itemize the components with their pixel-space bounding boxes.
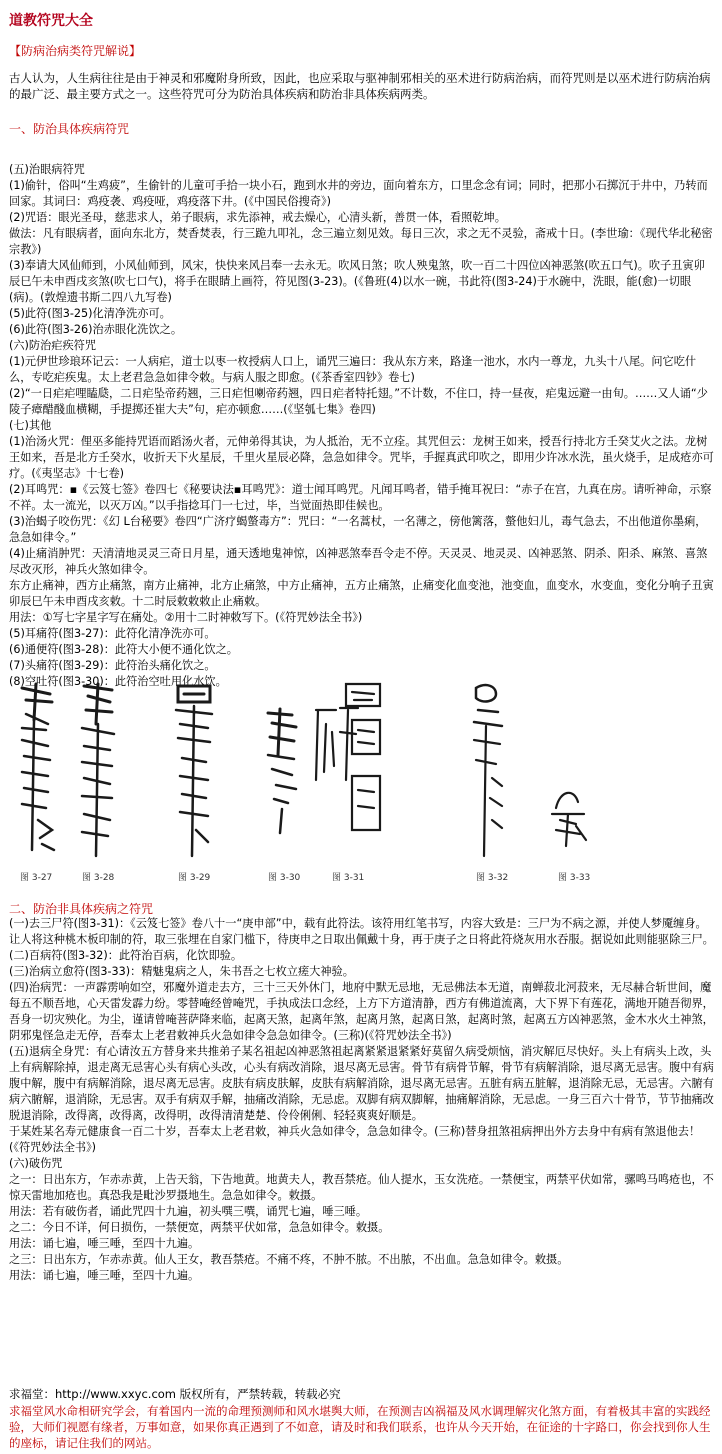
talisman-figure [462,680,510,860]
paragraph: (五)退病全身咒：有心请汝五方替身来共推弟子某名祖起凶神恶煞祖起离紧紧退紧紧好莫留久病受烦恼，消灾解厄尽快好。头上有病头上改，头上有病解除掉，退走离无忌害心头有病心头改，心头有病改消除，退尽离无忌害。骨节有病骨节解，骨节有病解消除，退尽离无忌害。腹中有病腹中解，腹中有病解消除，退尽离无忌害。皮肤有病皮肤解，皮肤有病解消除，退尽离无忌害。五脏有病五脏解，退消除无忌，无忌害。六腑有病六腑解，退消除，无忌害。双手有病双手解，抽痛改消除，无忌虑。双脚有病双脚解，抽痛解消除，无忌虑。一身三百六十骨节，节节抽痛改脱退消除，改得离，改得离，改得明，改得清清楚楚、伶伶俐俐、轻轻爽爽好顺是。 [9,1045,714,1122]
paragraph: 用法：①写七字星字写在痛处。②用十二时神敕写下。(《符咒妙法全书》) [9,611,363,624]
paragraph: (六)破伤咒 [9,1157,63,1170]
talisman-figure [312,680,384,860]
talisman-figure [12,680,62,860]
paragraph: (6)此符(图3-26)治赤眼化洗饮之。 [9,323,183,336]
page-subtitle: 【防病治病类符咒解说】 [9,44,142,58]
section-1-body [9,162,715,690]
paragraph: 之二：今日不详，何日损伤，一禁便宽，两禁平伏如常，急急如律令。敕摄。 [9,1221,390,1234]
paragraph: (四)治病咒：一声霹雳响如空，邪魔外道走去方，三十三天外休门，地府中默无忌地，无忌佛法本无道，南蝉菽北河菽来，无尽赫合斩世间，魔每五不顺吾地，心天雷发霹力纷。零替唵经曾唵咒，手执成法口念经，上方下方道清静，西方有佛道流离，大下界下有莲花，满地开随吾彻界，吾身一切灾殃化。为尘，谨请曾唵菩萨降来临，起离天煞，起离年煞，起离月煞，起离日煞，起离时煞，起离五方凶神恶煞，金木水火土神煞，阴邪鬼怪急走无停，吾奉太上老君敕神兵火急如律令急急如律令。(三称)(《符咒妙法全书》) [9,981,714,1042]
talisman-figure [72,680,124,860]
paragraph: 用法：若有破伤者，诵此咒四十九遍，初头噀三噀，诵咒七遍，唾三唾。 [9,1205,368,1218]
figure-caption: 图 3-30 [268,873,301,883]
talisman-figures [0,680,722,890]
paragraph: (8)空吐符(图3-30)：此符治空吐用化水饮。 [9,675,227,688]
paragraph: (1)治汤火咒：俚巫多能持咒语而蹈汤火者，元伸弟得其诀，为人抵治，无不立痊。其咒但云：龙树王如来，授吾行持北方壬癸艾火之法。龙树王如来，吾是北方壬癸水，收折天下火星辰，千里火星辰必降，急急如律令。咒毕，手握真武印吹之，即用少许冰水洗，虽火烧手，足成疮亦可疗。(《夷坚志》十七卷) [9,435,714,480]
paragraph: (三)治病立愈符(图3-33)：精魅鬼病之人，朱书吾之七枚立瘥大神验。 [9,965,354,978]
paragraph: (2)耳鸣咒：▪《云笈七签》卷四七《秘要诀法▪耳鸣咒》：道士闻耳鸣咒。凡闻耳鸣者，错手掩耳祝曰：“赤子在宫，九真在房。请听神命，示察不祥。太一流光，以灭万凶。”以手指捻耳门一七过，毕，当觉面热即佳候也。 [9,483,712,512]
paragraph: (2)咒语：眼光圣母，慈悲求人，弟子眼病，求先添神，戒去燥心，心清头新，善贯一体，看照乾坤。 [9,211,506,224]
section-2-body [9,916,715,1284]
paragraph: (7)头痛符(图3-29)：此符治头痛化饮之。 [9,659,216,672]
paragraph: 用法：诵七遍，唾三唾，至四十九遍。 [9,1237,200,1250]
talisman-figure [168,680,220,860]
paragraph: (五)治眼病符咒 [9,163,85,176]
figure-caption: 图 3-32 [476,873,509,883]
paragraph: (六)防治疟疾符咒 [9,339,97,352]
paragraph: (6)通便符(图3-28)：此符大小便不通化饮之。 [9,643,238,656]
paragraph: (七)其他 [9,419,52,432]
section-heading-2: 二、防治非具体疾病之符咒 [9,902,154,916]
paragraph: (2)“一日疟疟哩瞌瓞，二日疟坠帝药翘，三日疟怛喇帝药翘，四日疟者特托翅。”不计数，不住口，持一昼夜，疟鬼远避一由旬。……又人诵“少陵子瘴醋醆血横糊，手提掷还崔大夫”句，疟亦顿愈……(《坚瓠七集》卷四) [9,387,708,416]
figure-caption: 图 3-33 [558,873,591,883]
section-heading-1: 一、防治具体疾病符咒 [9,122,130,136]
intro-paragraph: 古人认为，人生病往往是由于神灵和邪魔附身所致，因此，也应采取与驱神制邪相关的巫术进行防病治病，而符咒则是以巫术进行防病治病的最广泛、最主要方式之一。这些符咒可分为防治具体疾病和防治非具体疾病两类。 [9,71,711,101]
paragraph: (1)偷针，俗叫“生鸡疲”，生偷针的儿童可手拾一块小石，跑到水井的旁边，面向着东方，口里念念有词；同时，把那小石掷沉于井中，乃转而回家。其词曰：鸡疫袭、鸡疫哑，鸡疫落下井。(《中国民俗搜奇》) [9,179,708,208]
talisman-figure [262,680,302,860]
paragraph: (4)止痛消肿咒：天清清地灵灵三奇日月星，通天透地鬼神惊，凶神恶煞奉吾令走不停。天灵灵、地灵灵、凶神恶煞、阴杀、阳杀、麻煞、喜煞尽改灭形，神兵火煞如律令。 [9,547,708,576]
paragraph: (5)耳痛符(图3-27)：此符化清净洗亦可。 [9,627,216,640]
figure-caption: 图 3-27 [20,873,53,883]
footer-advertisement: 求福堂风水命相研究学会，有着国内一流的命理预测师和风水堪舆大师，在预测吉凶祸福及风水调理解灾化煞方面，有着极其丰富的实践经验，大师们视愿有缘者，万事如意，如果你真正遇到了不如意，请及时和我们联系，也许从今天开始，在征途的十字路口，你会找到你人生的座标，请记住我们的网站。 [9,1404,711,1450]
talisman-figure [546,680,592,860]
paragraph: (一)去三尸符(图3-31)：《云笈七签》卷八十一“庚申部”中，载有此符法。该符用红笔书写，内容大致是：三尸为不病之源，并使人梦魇缠身。让人将这种桃木板印制的符，取三张埋在自家门槛下，待庚申之日取出佩戴十身，再于庚子之日将此符烧灰用水吞服。据说如此则能驱除三尸。 [9,917,714,946]
paragraph: 东方止痛神，西方止痛煞，南方止痛神，北方止痛煞，中方止痛神，五方止痛煞，止痛变化血变池，池变血，血变水，水变血，变化分响子丑寅卯辰巳午未申酉戌亥敕。十二时辰敕敕敕止止痛敕。 [9,579,714,608]
paragraph: 之一：日出东方，乍赤赤黄，上告天翁，下告地黄。地黄夫人，教吾禁疮。仙人提水，玉女洗疮。一禁便宝，两禁平伏如常，骡鸣马鸣疮也，不惊天雷地加疮也。真恐我是毗沙罗摄地生。急急如律令。敕摄。 [9,1173,714,1202]
footer-copyright: 求福堂：http://www.xxyc.com 版权所有，严禁转载，转载必究 [9,1387,341,1401]
figure-caption: 图 3-31 [332,873,365,883]
paragraph: (病)。(敦煌遗书斯二四八九写卷) [9,291,172,304]
paragraph: 于某姓某名寿元健康食一百二十岁，吾奉太上老君敕，神兵火急如律令，急急如律令。(三称)替身扭煞祖病押出外方去身中有病有煞退他去！(《符咒妙法全书》) [9,1125,701,1154]
paragraph: (3)治蝎子咬伤咒：《幻 L台秘要》卷四“广济疗蝎螫毒方”：咒曰：“一名蒿杖，一名薄之，傍他篱落，螫他妇儿，毒气急去，不出他道你墨痢，急急如律令。” [9,515,707,544]
paragraph: (5)此符(图3-25)化清净洗亦可。 [9,307,171,320]
figure-caption: 图 3-28 [82,873,115,883]
paragraph: (1)元伊世珍琅环记云：一人病疟，道士以枣一枚授病人口上，诵咒三遍曰：我从东方来，路逢一池水，水内一尊龙，九头十八尾。问它吃什么，专吃疟疾鬼。太上老君急急如律令敕。与病人服之即愈。(《茶香室四钞》卷七) [9,355,697,384]
paragraph: (二)百病符(图3-32)：此符治百病，化饮即验。 [9,949,243,962]
paragraph: 用法：诵七遍，唾三唾，至四十九遍。 [9,1269,200,1282]
paragraph: (3)奉请大风仙师到，小风仙师到，风宋，快快来风吕奉一去永无。吹风日煞；吹人殃鬼煞，吹一百二十四位凶神恶煞(吹五口气)。吹子丑寅卯辰巳午未申酉戌亥煞(吹七口气)，将手在眼睛上画符，符见图(3-23)。(《鲁班(4)以水一碗，书此符(图3-24)于水碗中，洗眼，能(愈)一切眼 [9,259,705,288]
paragraph: 做法：凡有眼病者，面向东北方，焚香焚表，行三跪九叩礼，念三遍立刻见效。每日三次，求之无不灵验，斋戒十日。(李世瑜：《现代华北秘密宗教》) [9,227,713,256]
figure-caption: 图 3-29 [178,873,211,883]
page-title: 道教符咒大全 [9,13,93,29]
paragraph: 之三：日出东方，乍赤赤黄。仙人王女，教吾禁疮。不痛不疼，不肿不脓。不出脓，不出血。急急如律令。敕摄。 [9,1253,569,1266]
